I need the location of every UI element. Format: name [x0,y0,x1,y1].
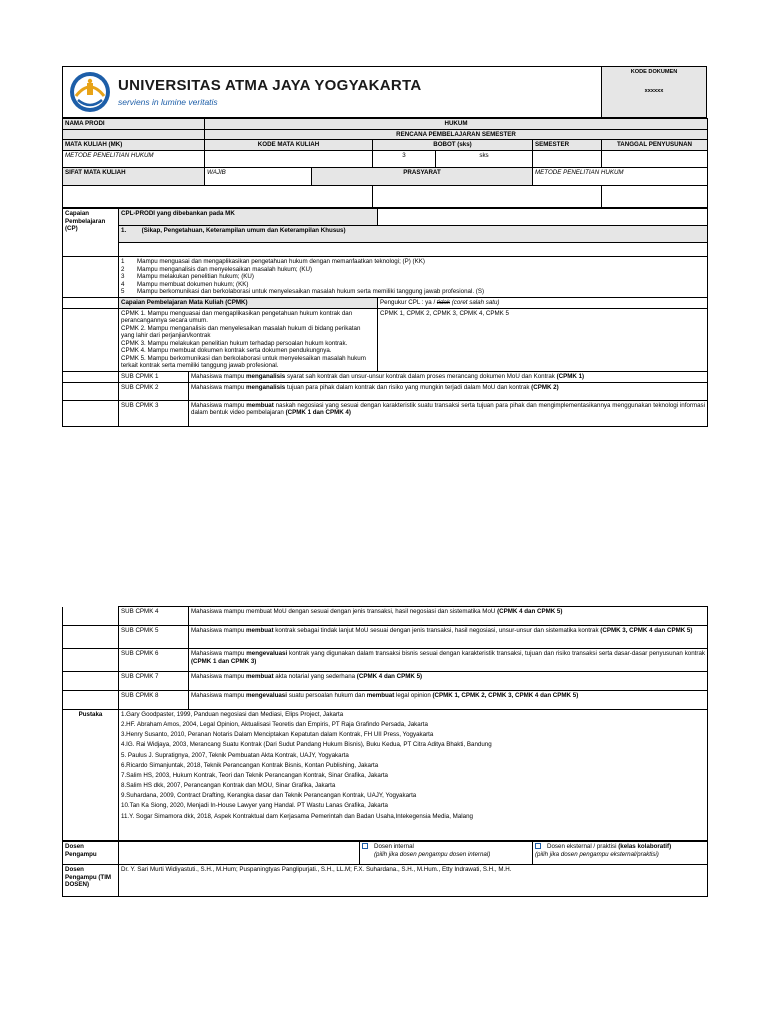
empty-cell [602,186,708,208]
empty-cell [378,209,708,226]
checkbox-icon[interactable] [535,843,541,849]
pustaka-item: 3.Henry Susanto, 2010, Peranan Notaris Dalam Menciptakan Kepatutan dalam Kontrak, FH UII Press, Yogyakarta [121,731,434,739]
cp-label: Capaian Pembelajaran (CP) [63,209,119,257]
empty-cell [63,308,119,372]
sub-cpmk-desc: Mahasiswa mampu menganalisis tujuan para pihak dalam kontrak dan risiko yang mungkin terjadi dalam MoU dan kontrak (CPMK 2) [189,382,708,400]
dosen-eksternal-option[interactable]: Dosen eksternal / praktisi (kelas kolaboratif) (pilih jika dosen pengampu eksternal/praktisi) [533,842,708,865]
sub-cpmk-desc: Mahasiswa mampu membuat MoU dengan sesuai dengan jenis transaksi, hasil negosiasi dan sistematika MoU (CPMK 4 dan CPMK 5) [189,607,708,626]
pustaka-item: 2.HF. Abraham Amos, 2004, Legal Opinion, Aktualisasi Teoretis dan Empiris, PT Raja Grafindo Persada, Jakarta [121,721,428,729]
tim-dosen-value: Dr. Y. Sari Murti Widiyastuti., S.H., M.Hum; Puspaningtyas Panglipurjati., S.H., LL.M; F.X. Suhardana., S.H., M.Hum., Etty Indrawati, S.H., M.H. [119,865,708,897]
cpl-item: 3 Mampu melakukan penelitian hukum; (KU) [121,273,254,281]
sub-cpmk-desc: Mahasiswa mampu membuat naskah negosiasi yang sesuai dengan karakteristik suatu transaksi serta tujuan para pihak dan mengimplementasikannya menggunakan teknologi informasi dalam bentuk video pembelajaran (CPMK 1 dan CPMK 4) [189,400,708,426]
dosen-internal-note: (pilih jika dosen pengampu dosen internal) [374,850,491,858]
pustaka-item: 4.IG. Rai Widjaya, 2003, Merancang Suatu Kontrak (Dari Sudut Pandang Hukum Bisnis), Buku Kedua, PT Citra Aditya Bhakti, Bandung [121,741,492,749]
semester-label: SEMESTER [533,140,602,151]
university-motto: serviens in lumine veritatis [118,96,218,107]
university-name: UNIVERSITAS ATMA JAYA YOGYAKARTA [118,76,422,94]
kode-mk-value [205,151,373,168]
sub-cpmk-desc: Mahasiswa mampu menganalisis syarat sah kontrak dan unsur-unsur kontrak dalam proses merancang dokumen MoU dan Kontrak (CPMK 1) [189,372,708,383]
sub-cpmk-label: SUB CPMK 7 [119,672,189,691]
empty-cell [63,672,119,691]
empty-cell [63,400,119,426]
kode-dokumen-value: xxxxxx [644,87,664,94]
empty-cell [63,626,119,649]
sub-cpmk-desc: Mahasiswa mampu membuat akta notarial yang sederhana (CPMK 4 dan CPMK 5) [189,672,708,691]
empty-cell [63,257,119,298]
sifat-value: WAJIB [205,168,312,186]
empty-cell [63,649,119,672]
cpl-heading-num: 1. [121,227,127,235]
bobot-value: 3 [373,151,436,168]
pustaka-item: 5. Paulus J. Supratignya, 2007, Teknik Pembuatan Akta Kontrak, UAJY, Yogyakarta [121,751,349,759]
sub-cpmk-desc: Mahasiswa mampu mengevaluasi suatu persoalan hukum dan membuat legal opinion (CPMK 1, CPMK 2, CPMK 3, CPMK 4 dan CPMK 5) [189,691,708,710]
cpmk-label: Capaian Pembelajaran Mata Kuliah (CPMK) [119,297,378,308]
rps-page-1 [62,66,707,427]
empty-cell [63,297,119,308]
cpmk-descriptions [119,308,378,372]
tanggal-label: TANGGAL PENYUSUNAN [602,140,708,151]
empty-cell [63,691,119,710]
cpmk-item: CPMK 4. Mampu membuat dokumen kontrak serta dokumen pendukungnya. [121,347,332,355]
cpl-list [119,257,708,298]
sub-cpmk-label: SUB CPMK 6 [119,649,189,672]
university-branding [63,67,602,117]
bobot-unit: sks [436,151,533,168]
cpl-item: 2 Mampu menganalisis dan menyelesaikan masalah hukum; (KU) [121,265,313,273]
empty-cell [373,186,602,208]
empty-cell [63,129,205,140]
cpmk-item: CPMK 3. Mampu melakukan penelitian hukum terhadap persoalan hukum kontrak. [121,339,348,347]
cpl-item: 5 Mampu berkomunikasi dan berkolaborasi untuk menyelesaikan masalah hukum serta memiliki tanggung jawab profesional. (S) [121,288,485,296]
pustaka-item: 10.Tan Ka Siong, 2020, Menjadi In-House Lawyer yang Handal. PT Wastu Lanas Grafika, Jakarta [121,802,388,810]
checkbox-icon[interactable] [362,843,368,849]
pustaka-item: 1.Gary Goodpaster, 1999, Panduan negosiasi dan Mediasi, Elips Project, Jakarta [121,711,344,718]
cpl-heading-row [119,226,708,243]
pustaka-item: 7.Salim HS, 2003, Hukum Kontrak, Teori dan Teknik Perancangan Kontrak, Sinar Grafika, Jakarta [121,771,388,779]
pustaka-item: 11.Y. Sogar Simamora dkk, 2018, Aspek Kontraktual dam Kerjasama Pemerintah dan Badan Usaha,Intekegensia Media, Malang [121,812,473,820]
university-logo-icon [68,70,112,114]
mk-label: MATA KULIAH (MK) [63,140,205,151]
bobot-label: BOBOT (sks) [373,140,533,151]
pustaka-label: Pustaka [63,710,119,841]
empty-cell [119,842,360,865]
cpl-item: 4 Mampu membuat dokumen hukum; (KK) [121,280,249,288]
kode-dokumen-label: KODE DOKUMEN [630,69,678,75]
sifat-label: SIFAT MATA KULIAH [63,168,205,186]
kode-mk-label: KODE MATA KULIAH [205,140,373,151]
empty-cell [63,372,119,383]
pengukur-cpl: Pengukur CPL : ya / tidak (coret salah satu) [378,297,708,308]
empty-cell [63,186,373,208]
tim-dosen-label: Dosen Pengampu (TIM DOSEN) [63,865,119,897]
empty-cell [63,607,119,626]
document-header [62,66,707,118]
sub-cpmk-label: SUB CPMK 1 [119,372,189,383]
sub-cpmk-label: SUB CPMK 5 [119,626,189,649]
sub-cpmk-label: SUB CPMK 4 [119,607,189,626]
cpmk-item: CPMK 1. Mampu menguasai dan mengaplikasikan pengetahuan hukum kontrak dan perancangannya secara umum. [121,309,353,325]
dosen-table [62,841,708,897]
sub-cpmk-desc: Mahasiswa mampu membuat kontrak sebagai tindak lanjut MoU sesuai dengan jenis transaksi, hasil negosiasi, unsur-unsur dan sistematika kontrak (CPMK 3, CPMK 4 dan CPMK 5) [189,626,708,649]
cpl-item: 1 Mampu menguasai dan mengaplikasikan pengetahuan hukum dengan memanfaatkan teknologi; (P) (KK) [121,258,425,266]
rps-title: RENCANA PEMBELAJARAN SEMESTER [205,129,708,140]
empty-cell [63,382,119,400]
sub-cpmk-table [62,606,708,841]
cp-table [62,208,708,426]
course-info-table [62,118,708,208]
pustaka-item: 6.Ricardo Simanjuntak, 2018, Teknik Perancangan Kontrak Bisnis, Kontan Publishing, Jakarta [121,761,379,769]
sub-cpmk-label: SUB CPMK 2 [119,382,189,400]
nama-prodi-label: NAMA PRODI [63,119,205,130]
dosen-eksternal-note: (pilih jika dosen pengampu eksternal/praktisi) [535,850,659,858]
tanggal-value [602,151,708,168]
cpl-heading: (Sikap, Pengetahuan, Keterampilan umum dan Keterampilan Khusus) [141,227,346,235]
mk-value: METODE PENELITIAN HUKUM [63,151,205,168]
rps-page-2 [62,606,707,897]
sub-cpmk-desc: Mahasiswa mampu mengevaluasi kontrak yang digunakan dalam transaksi bisnis sesuai dengan karakteristik transaksi, tujuan dan risiko transaksi serta dasar-dasar penyusunan kontrak (CPMK 1 dan CPMK 3) [189,649,708,672]
cpmk-measure-list: CPMK 1, CPMK 2, CPMK 3, CPMK 4, CPMK 5 [378,308,708,372]
prasyarat-value: METODE PENELITIAN HUKUM [533,168,708,186]
semester-value [533,151,602,168]
pustaka-item: 8.Salim HS dkk, 2007, Perancangan Kontrak dan MOU, Sinar Grafika, Jakarta [121,782,336,790]
pustaka-item: 9.Suhardana, 2009, Contract Drafting, Kerangka dasar dan Teknik Perancangan Kontrak, UAJY, Yogyakarta [121,792,417,800]
nama-prodi-value: HUKUM [205,119,708,130]
cpl-prodi-label: CPL-PRODI yang dibebankan pada MK [119,209,378,226]
dosen-internal-option[interactable]: Dosen internal (pilih jika dosen pengampu dosen internal) [360,842,533,865]
cpmk-item: CPMK 5. Mampu berkomunikasi dan berkolaborasi untuk menyelesaikan masalah hukum terkait kontrak serta memiliki tanggung jawab profesional. [121,354,366,370]
prasyarat-label: PRASYARAT [312,168,533,186]
sub-cpmk-label: SUB CPMK 8 [119,691,189,710]
cpmk-item: CPMK 2. Mampu menganalisis dan menyelesaikan masalah hukum di bidang perikatan yang lahir dari perjanjian/kontrak [121,324,361,340]
pustaka-list [119,710,708,841]
kode-dokumen-box [602,67,706,117]
empty-cell [119,243,708,257]
sub-cpmk-label: SUB CPMK 3 [119,400,189,426]
dosen-label: Dosen Pengampu [63,842,119,865]
